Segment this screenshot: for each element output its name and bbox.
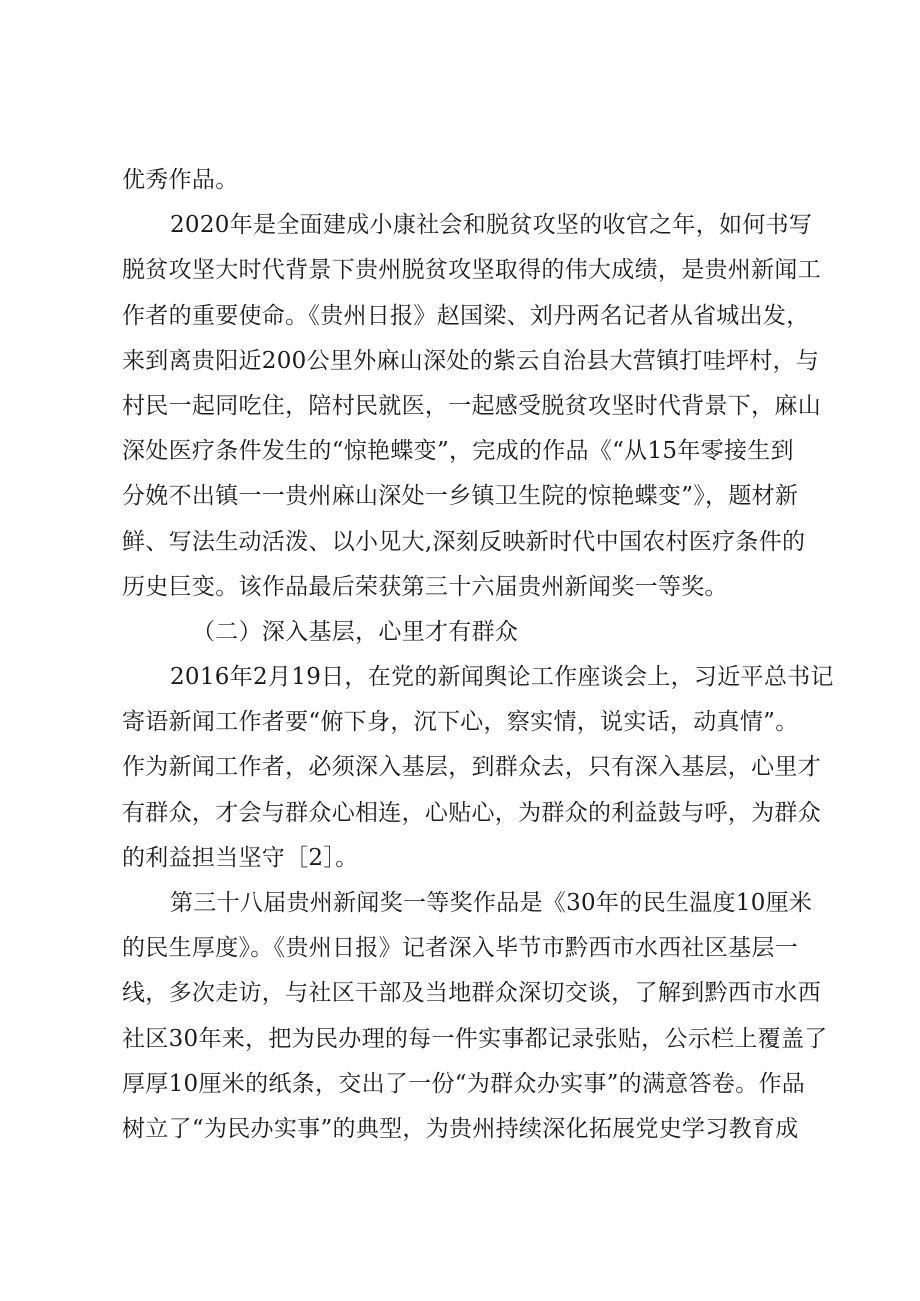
text-line: 历史巨变。该作品最后荣获第三十六届贵州新闻奖一等奖。 bbox=[122, 573, 728, 600]
text-line: 作为新闻工作者，必须深入基层，到群众去，只有深入基层，心里才 bbox=[122, 754, 821, 781]
text-line: 寄语新闻工作者要“俯下身，沉下心，察实情，说实话，动真情”。 bbox=[122, 709, 799, 736]
text-line: 鲜、写法生动活泼、以小见大,深刻反映新时代中国农村医疗条件的 bbox=[122, 528, 806, 555]
text-line: 来到离贵阳近200公里外麻山深处的紫云自治县大营镇打哇坪村，与 bbox=[122, 347, 820, 374]
section-heading: （二）深入基层，心里才有群众 bbox=[192, 618, 519, 645]
text-line: 树立了“为民办实事”的典型，为贵州持续深化拓展党史学习教育成 bbox=[122, 1115, 799, 1142]
text-line: 线，多次走访，与社区干部及当地群众深切交谈，了解到黔西市水西 bbox=[122, 980, 821, 1007]
text-line: 作者的重要使命。《贵州日报》赵国梁、刘丹两名记者从省城出发， bbox=[122, 302, 810, 329]
text-line: 优秀作品。 bbox=[122, 167, 239, 193]
text-line: 社区30年来，把为民办理的每一件实事都记录张贴，公示栏上覆盖了 bbox=[122, 1025, 828, 1052]
body-text bbox=[122, 158, 834, 1152]
text-line: 有群众，才会与群众心相连，心贴心，为群众的利益鼓与呼，为群众 bbox=[122, 799, 821, 826]
paragraph-start-line: 2016年2月19日，在党的新闻舆论工作座谈会上，习近平总书记 bbox=[170, 664, 834, 691]
text-line: 的利益担当坚守［2］。 bbox=[122, 844, 359, 871]
text-line: 的民生厚度》。《贵州日报》记者深入毕节市黔西市水西社区基层一 bbox=[122, 935, 798, 962]
text-line: 分娩不出镇一一贵州麻山深处一乡镇卫生院的惊艳蝶变”》，题材新 bbox=[122, 483, 799, 510]
text-line: 深处医疗条件发生的“惊艳蝶变”，完成的作品《“从15年零接生到 bbox=[122, 438, 794, 465]
paragraph-start-line: 2020年是全面建成小康社会和脱贫攻坚的收官之年，如何书写 bbox=[170, 212, 813, 239]
text-line: 村民一起同吃住，陪村民就医，一起感受脱贫攻坚时代背景下，麻山 bbox=[122, 392, 821, 419]
text-line: 脱贫攻坚大时代背景下贵州脱贫攻坚取得的伟大成绩，是贵州新闻工 bbox=[122, 257, 821, 284]
paragraph-start-line: 第三十八届贵州新闻奖一等奖作品是《30年的民生温度10厘米 bbox=[170, 890, 813, 916]
text-line: 厚厚10厘米的纸条，交出了一份“为群众办实事”的满意答卷。作品 bbox=[122, 1070, 806, 1097]
